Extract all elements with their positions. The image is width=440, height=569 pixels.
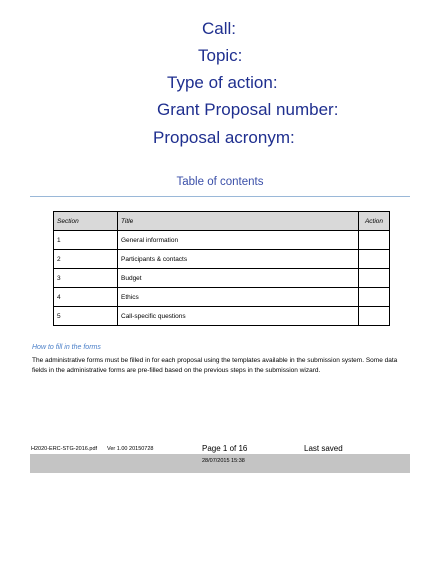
type-of-action-label: Type of action:	[167, 73, 278, 92]
footer-info	[30, 445, 410, 453]
toc-action-cell[interactable]	[359, 250, 390, 269]
grant-proposal-number-label: Grant Proposal number:	[157, 100, 339, 119]
table-row[interactable]	[54, 250, 390, 269]
toc-title: Table of contents	[176, 176, 264, 188]
table-row[interactable]	[54, 231, 390, 250]
toc-title-cell[interactable]: Call-specific questions	[118, 307, 359, 326]
howto-paragraph: The administrative forms must be filled in for each proposal using the templates available in the submission system. Some data fields in the administrative forms are pre-filled based on the previous steps in the submission wizard.	[32, 357, 398, 374]
call-label: Call:	[202, 19, 237, 38]
toc-title-cell[interactable]: Ethics	[118, 288, 359, 307]
toc-header-title: Title	[118, 212, 359, 231]
table-row[interactable]	[54, 288, 390, 307]
howto-heading: How to fill in the forms	[32, 344, 101, 351]
footer-page-number: Page 1 of 16	[202, 444, 248, 453]
toc-action-cell[interactable]	[359, 307, 390, 326]
topic-label: Topic:	[198, 46, 243, 65]
toc-header-section: Section	[54, 212, 118, 231]
footer-bar	[30, 454, 410, 473]
toc-title-cell[interactable]: Budget	[118, 269, 359, 288]
table-row[interactable]	[54, 269, 390, 288]
toc-divider	[30, 196, 410, 197]
toc-action-cell[interactable]	[359, 288, 390, 307]
table-row[interactable]	[54, 307, 390, 326]
footer-last-saved-label: Last saved	[304, 444, 343, 453]
toc-section-cell: 3	[54, 269, 118, 288]
toc-section-cell: 4	[54, 288, 118, 307]
toc-title-cell[interactable]: Participants & contacts	[118, 250, 359, 269]
footer-version: Ver 1.00 20150728	[107, 446, 154, 452]
toc-table	[53, 211, 390, 326]
toc-section-cell: 2	[54, 250, 118, 269]
toc-header-action: Action	[359, 212, 390, 231]
toc-section-cell: 5	[54, 307, 118, 326]
toc-header-row	[54, 212, 390, 231]
footer-file-name: H2020-ERC-STG-2016.pdf	[31, 446, 98, 452]
footer-last-saved-date: 28/07/2015 15:38	[202, 458, 245, 464]
toc-title-cell[interactable]: General information	[118, 231, 359, 250]
toc-section-cell: 1	[54, 231, 118, 250]
toc-action-cell[interactable]	[359, 231, 390, 250]
proposal-acronym-label: Proposal acronym:	[153, 128, 295, 147]
toc-action-cell[interactable]	[359, 269, 390, 288]
